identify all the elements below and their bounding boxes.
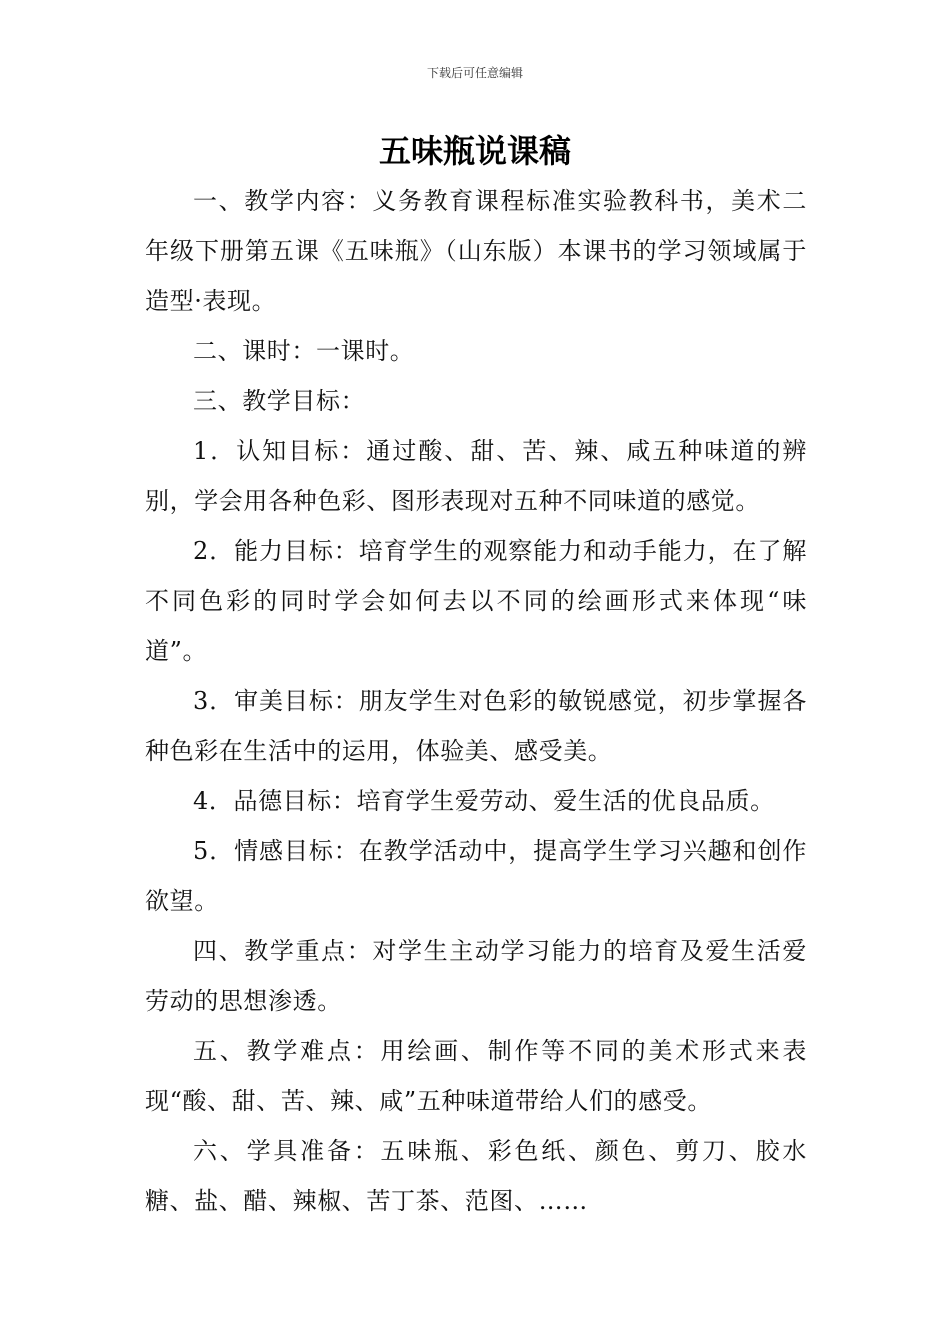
paragraph-class-hours: 二、课时：一课时。 [193,337,415,365]
paragraph-key-points: 四、教学重点：对学生主动学习能力的培育及爱生活爱劳动的思想渗透。 [145,937,807,1015]
paragraph-difficulties: 五、教学难点：用绘画、制作等不同的美术形式来表现“酸、甜、苦、辣、咸”五种味道带给人们的感受。 [145,1037,807,1115]
document-body [145,176,807,1226]
paragraph-goal-aesthetic: 3．审美目标：朋友学生对色彩的敏锐感觉，初步掌握各种色彩在生活中的运用，体验美、感受美。 [145,687,807,765]
paragraph-goal-emotional: 5．情感目标：在教学活动中，提高学生学习兴趣和创作欲望。 [145,837,807,915]
paragraph-goal-cognitive: 1．认知目标：通过酸、甜、苦、辣、咸五种味道的辨别，学会用各种色彩、图形表现对五种不同味道的感觉。 [145,437,807,515]
paragraph-materials: 六、学具准备：五味瓶、彩色纸、颜色、剪刀、胶水糖、盐、醋、辣椒、苦丁茶、范图、…… [145,1137,807,1215]
paragraph-goal-ability: 2．能力目标：培育学生的观察能力和动手能力，在了解不同色彩的同时学会如何去以不同的绘画形式来体现“味道”。 [145,537,807,665]
paragraph-teaching-content: 一、教学内容：义务教育课程标准实验教科书，美术二年级下册第五课《五味瓶》（山东版）本课书的学习领域属于造型·表现。 [145,187,807,315]
header-note: 下载后可任意编辑 [426,66,523,80]
paragraph-goal-moral: 4．品德目标：培育学生爱劳动、爱生活的优良品质。 [193,787,775,815]
paragraph-teaching-goals-heading: 三、教学目标： [193,387,366,415]
document-title: 五味瓶说课稿 [378,132,571,170]
